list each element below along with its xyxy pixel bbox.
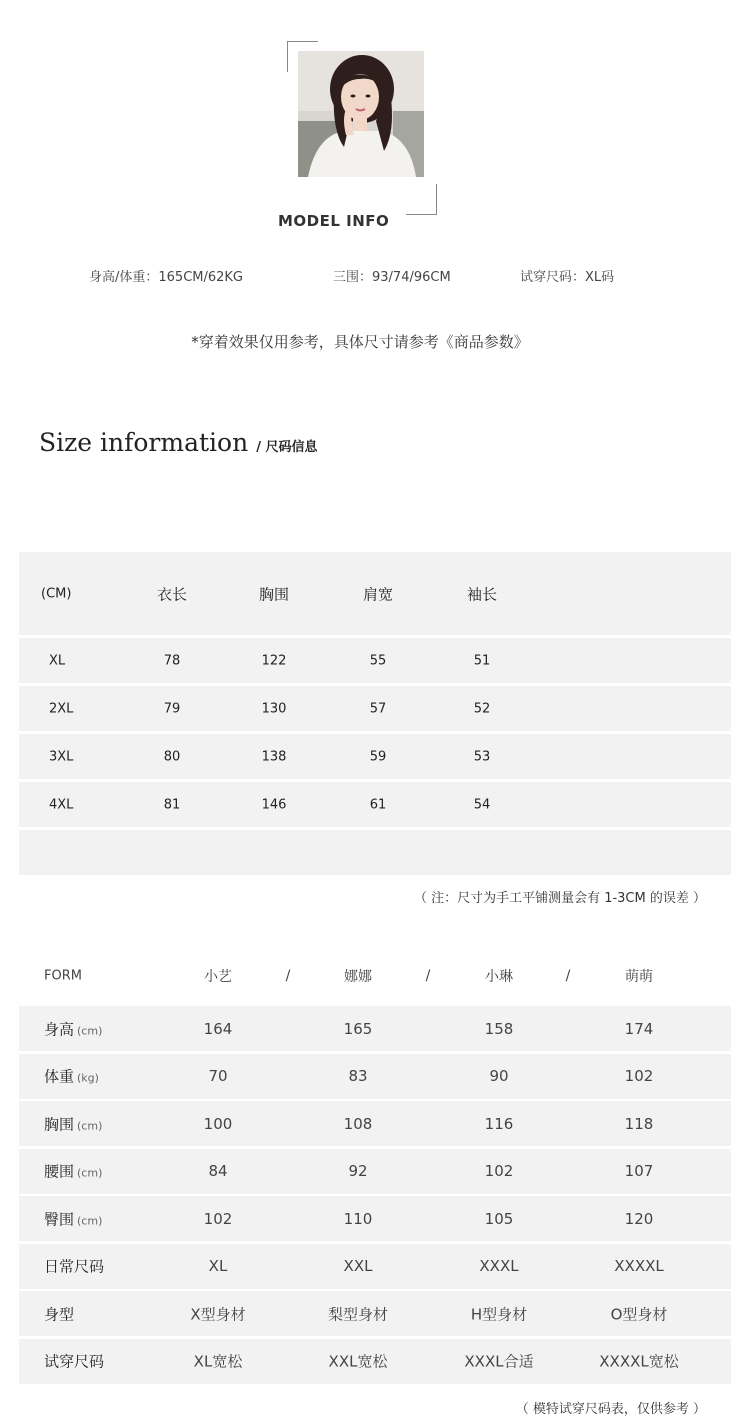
form-row-label: 腰围: [44, 1162, 75, 1181]
size-chest-value: 130: [261, 701, 287, 716]
size-col-length: 衣长: [156, 585, 188, 603]
size-label: 4XL: [49, 797, 74, 812]
size-length-value: 79: [163, 701, 181, 716]
form-separator: /: [285, 968, 291, 984]
size-sleeve-value: 54: [473, 797, 491, 812]
size-length-value: 78: [163, 653, 181, 668]
form-value: 102: [624, 1067, 654, 1085]
size-shoulder-value: 55: [369, 653, 387, 668]
form-value: 164: [203, 1019, 233, 1038]
form-value: 158: [484, 1019, 514, 1038]
size-table: [19, 552, 731, 878]
form-header-label: FORM: [44, 968, 82, 984]
form-row-label-wrap: [44, 1066, 99, 1087]
form-value: 90: [489, 1067, 509, 1085]
form-value: 116: [484, 1114, 514, 1133]
size-col-unit: (CM): [41, 586, 72, 601]
form-value: 92: [348, 1162, 368, 1180]
size-label: 2XL: [49, 701, 74, 716]
form-value: 105: [484, 1209, 514, 1228]
size-table-row: [19, 734, 731, 779]
size-table-empty-row: [19, 830, 731, 875]
form-value: 107: [624, 1162, 654, 1180]
model-photo: [298, 51, 424, 177]
model-measurements: 三围：93/74/96CM: [333, 270, 451, 285]
form-model-name: 小艺: [204, 969, 232, 985]
size-col-shoulder: 肩宽: [362, 585, 394, 603]
size-label: XL: [49, 653, 66, 668]
size-col-chest: 胸围: [258, 585, 290, 603]
form-value: 102: [203, 1209, 233, 1228]
form-value: 120: [624, 1209, 654, 1228]
size-label: 3XL: [49, 749, 74, 764]
form-value: XXL: [343, 1257, 373, 1275]
model-height-weight: 身高/体重：165CM/62KG: [89, 270, 244, 285]
form-row-unit: (cm): [77, 1119, 103, 1132]
form-row-label-wrap: [44, 1208, 102, 1229]
form-model-name: 萌萌: [625, 969, 653, 985]
form-row-weight: [19, 1054, 731, 1099]
model-info-title: MODEL INFO: [278, 212, 390, 230]
size-chest-value: 146: [261, 797, 287, 812]
form-row-unit: (cm): [77, 1024, 103, 1037]
form-row-label: 日常尺码: [44, 1257, 105, 1276]
form-value: 84: [208, 1162, 228, 1180]
size-info-title: Size information: [39, 428, 249, 457]
size-table-row: [19, 686, 731, 731]
size-table-row: [19, 638, 731, 683]
model-photo-illustration: [298, 51, 424, 177]
size-info-subtitle: / 尺码信息: [256, 440, 318, 455]
size-chest-value: 122: [261, 653, 287, 668]
size-sleeve-value: 53: [473, 749, 491, 764]
form-row-label: 试穿尺码: [44, 1352, 105, 1371]
form-table-header: [19, 956, 731, 996]
form-row-unit: (cm): [77, 1166, 103, 1180]
form-value: XXL宽松: [328, 1352, 388, 1371]
form-row-label-wrap: [44, 1161, 102, 1182]
form-row-label: 臀围: [44, 1210, 75, 1228]
form-value: 102: [484, 1162, 514, 1180]
size-info-heading: [39, 428, 317, 457]
form-row-unit: (kg): [77, 1071, 99, 1085]
form-row-daily-size: [19, 1244, 731, 1289]
form-reference-note: （ 模特试穿尺码表，仅供参考 ）: [515, 1402, 706, 1417]
form-value: H型身材: [470, 1305, 528, 1323]
form-row-hip: [19, 1196, 731, 1241]
form-value: XXXXL: [614, 1257, 664, 1275]
fit-reference-note: *穿着效果仅用参考，具体尺寸请参考《商品参数》: [191, 333, 529, 351]
form-value: 83: [348, 1067, 368, 1085]
form-row-height: [19, 1006, 731, 1051]
size-table-header: [19, 552, 731, 635]
form-row-label: 身型: [44, 1305, 75, 1323]
form-value: 70: [208, 1067, 228, 1085]
form-row-body-type: [19, 1291, 731, 1336]
form-value: O型身材: [610, 1305, 668, 1323]
form-value: XXXL合适: [464, 1352, 534, 1371]
size-sleeve-value: 51: [473, 653, 491, 668]
size-length-value: 80: [163, 749, 181, 764]
size-measurement-note: （ 注：尺寸为手工平铺测量会有 1-3CM 的误差 ）: [413, 891, 706, 906]
form-table: [19, 1006, 731, 1386]
form-separator: /: [565, 968, 571, 984]
form-row-unit: (cm): [77, 1214, 103, 1227]
size-sleeve-value: 52: [473, 701, 491, 716]
form-value: 100: [203, 1114, 233, 1133]
form-value: 174: [624, 1019, 654, 1038]
form-row-label-wrap: [44, 1018, 102, 1039]
form-row-label: 胸围: [44, 1115, 75, 1133]
form-value: XXXXL宽松: [599, 1352, 679, 1371]
size-shoulder-value: 57: [369, 701, 387, 716]
form-model-name: 娜娜: [344, 969, 372, 985]
frame-corner-bottom-right: [406, 184, 437, 215]
size-shoulder-value: 59: [369, 749, 387, 764]
form-value: 梨型身材: [327, 1305, 389, 1323]
size-table-row: [19, 782, 731, 827]
form-value: XXXL: [479, 1257, 519, 1275]
size-shoulder-value: 61: [369, 797, 387, 812]
form-value: 110: [343, 1209, 373, 1228]
form-row-try-size: [19, 1339, 731, 1384]
form-row-waist: [19, 1149, 731, 1194]
form-row-label: 身高: [44, 1020, 75, 1038]
size-chest-value: 138: [261, 749, 287, 764]
form-row-label: 体重: [44, 1067, 75, 1086]
form-value: XL宽松: [193, 1352, 243, 1371]
form-value: 118: [624, 1114, 654, 1133]
size-length-value: 81: [163, 797, 181, 812]
form-value: X型身材: [190, 1305, 246, 1323]
form-separator: /: [425, 968, 431, 984]
form-value: 108: [343, 1114, 373, 1133]
form-value: XL: [208, 1257, 228, 1275]
form-row-label-wrap: [44, 1113, 102, 1134]
form-row-bust: [19, 1101, 731, 1146]
model-try-size: 试穿尺码：XL码: [520, 270, 615, 285]
size-col-sleeve: 袖长: [466, 585, 498, 603]
form-value: 165: [343, 1019, 373, 1038]
form-model-name: 小琳: [485, 969, 513, 985]
